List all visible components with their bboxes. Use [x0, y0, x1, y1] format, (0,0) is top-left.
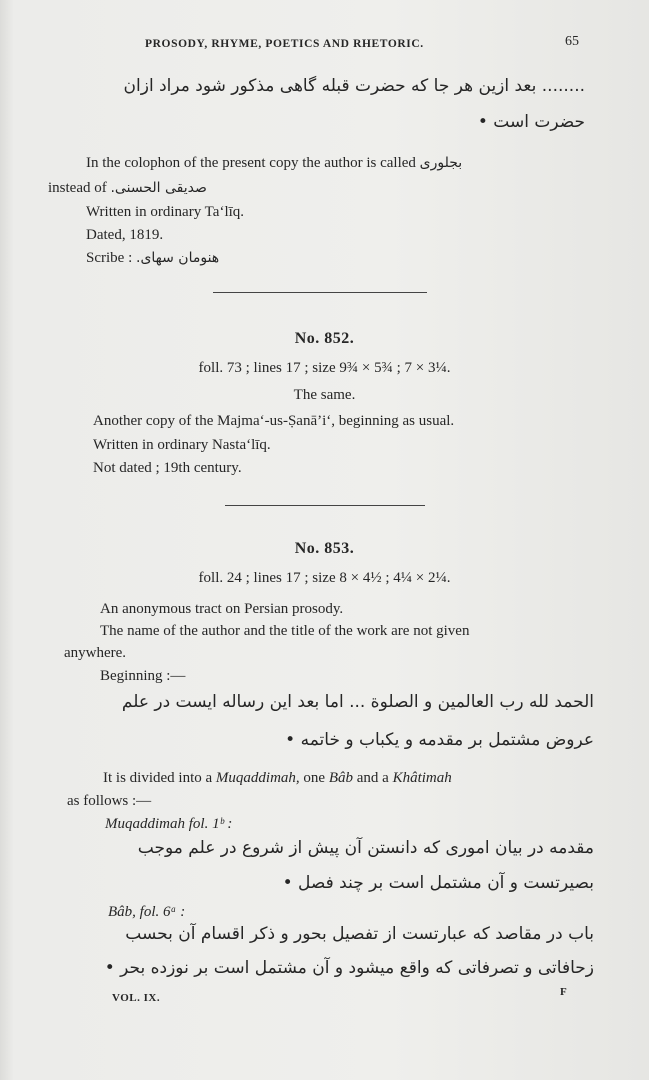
entry-852-line-1: Another copy of the Majma‘-us-Ṣanā’i‘, beginning as usual. — [93, 413, 455, 429]
muqaddimah-term: Muqaddimah, — [215, 770, 300, 786]
entry-853-divided — [103, 768, 452, 789]
volume-label: VOL. IX. — [112, 992, 161, 1004]
entry-852-line-2: Written in ordinary Nasta‘līq. — [93, 437, 271, 453]
running-title: PROSODY, RHYME, POETICS AND RHETORIC. — [145, 38, 424, 50]
entry-853-muq-arabic-1: مقدمه در بیان اموری که دانستن آن پیش از شروع در علم موجب — [137, 838, 594, 858]
written-line: Written in ordinary Ta‘līq. — [86, 204, 245, 220]
entry-853-muq-arabic-2: بصیرتست و آن مشتمل است بر چند فصل • — [282, 873, 594, 893]
entry-853-muq-label: Muqaddimah fol. 1ᵇ : — [105, 816, 233, 832]
entry-853-bab-arabic-1: باب در مقاصد که عبارتست از تفصیل بحور و ذکر اقسام آن بحسب — [125, 924, 594, 944]
scribe-line — [86, 248, 219, 269]
entry-853-line-2b: anywhere. — [64, 645, 127, 661]
colophon-line — [86, 153, 462, 174]
colophon-arabic: بجلوری — [419, 155, 463, 171]
entry-853-line-1: An anonymous tract on Persian prosody. — [100, 601, 344, 617]
entry-853-number: No. 853. — [294, 540, 355, 557]
scribe-arabic: هنومان سهای. — [136, 250, 220, 266]
instead-arabic: صدیقی الحسنی. — [110, 180, 207, 196]
entry-853-bab-arabic-2: زحافاتی و تصرفاتی که واقع میشود و آن مشتمل است بر نوزده بحر • — [104, 958, 594, 978]
arabic-line-2: حضرت است • — [477, 112, 585, 132]
entry-853-bab-label: Bâb, fol. 6ᵃ : — [108, 904, 186, 920]
khatimah-term: Khâtimah — [392, 770, 452, 786]
entry-852-number: No. 852. — [294, 330, 355, 347]
divided-b: one — [303, 770, 326, 786]
divider-rule — [213, 292, 427, 293]
entry-853-beginning: Beginning :— — [100, 668, 186, 684]
entry-852-line-3: Not dated ; 19th century. — [93, 460, 242, 476]
colophon-text: In the colophon of the present copy the author is called — [86, 155, 416, 171]
entry-852-details: foll. 73 ; lines 17 ; size 9¾ × 5¾ ; 7 × 3¼. — [198, 360, 451, 376]
entry-853-line-2a: The name of the author and the title of the work are not given — [100, 623, 470, 639]
page-number: 65 — [565, 34, 579, 49]
divided-a: It is divided into a — [103, 770, 213, 786]
entry-853-arabic-begin-2: عروض مشتمل بر مقدمه و يكباب و خاتمه • — [285, 730, 594, 750]
scribe-label: Scribe : — [86, 250, 133, 266]
dated-line: Dated, 1819. — [86, 227, 164, 243]
arabic-line-1: ........ بعد ازین هر جا که حضرت قبله گاهی مذکور شود مراد ازان — [123, 76, 585, 96]
instead-line — [48, 178, 207, 199]
signature-mark: F — [560, 986, 567, 998]
entry-853-arabic-begin-1: الحمد لله رب العالمين و الصلوة ... اما بعد اين رساله ايست در علم — [121, 692, 594, 712]
entry-852-same: The same. — [293, 387, 356, 403]
divider-rule — [225, 505, 425, 506]
entry-853-as-follows: as follows :— — [67, 793, 152, 809]
divided-c: and a — [356, 770, 389, 786]
instead-text: instead of — [48, 180, 107, 196]
bab-term: Bâb — [328, 770, 353, 786]
entry-853-details: foll. 24 ; lines 17 ; size 8 × 4½ ; 4¼ × 2¼. — [198, 570, 451, 586]
